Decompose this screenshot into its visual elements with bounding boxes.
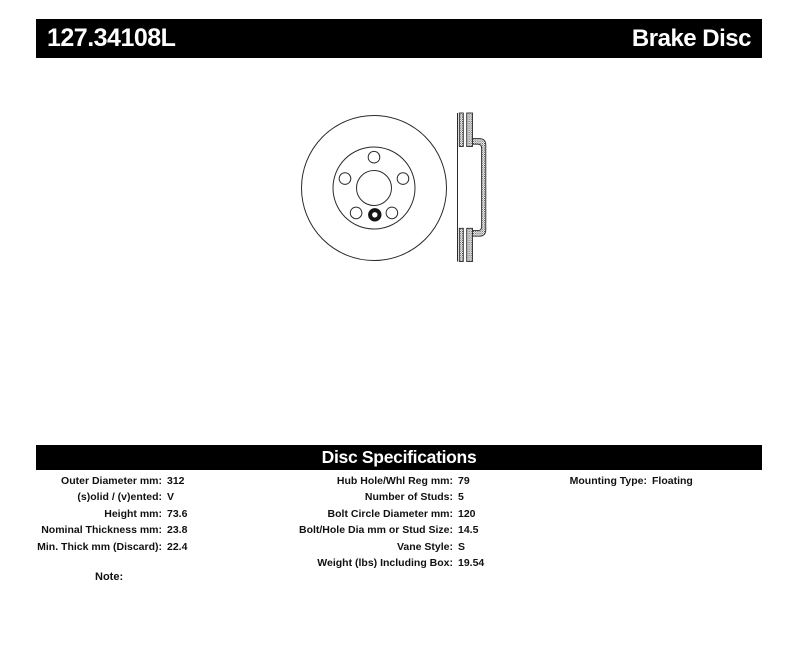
spec-label: (s)olid / (v)ented: — [77, 491, 162, 504]
product-name: Brake Disc — [631, 24, 751, 52]
spec-label: Vane Style: — [396, 540, 453, 553]
spec-label: Min. Thick mm (Discard): — [37, 540, 162, 553]
spec-label: Weight (lbs) Including Box: — [317, 556, 453, 569]
spec-value: 22.4 — [167, 540, 188, 553]
stud-hole — [350, 207, 362, 219]
spec-section-header — [36, 445, 762, 470]
stud-hole — [339, 173, 351, 185]
section-plate-bottom-inboard — [467, 228, 473, 261]
spec-value: 19.54 — [458, 556, 485, 569]
spec-value: 312 — [167, 475, 185, 487]
spec-value: 5 — [458, 491, 464, 504]
spec-label: Hub Hole/Whl Reg mm: — [336, 475, 453, 487]
hub-hole — [357, 171, 392, 206]
spec-column-right — [540, 473, 693, 489]
set-screw-hole — [370, 210, 379, 219]
spec-value: 120 — [458, 507, 476, 520]
note-label: Note: — [95, 571, 124, 583]
spec-value: S — [458, 540, 466, 553]
stud-hole — [397, 173, 409, 185]
spec-label: Bolt Circle Diameter mm: — [327, 507, 453, 520]
disc-outer-edge — [302, 116, 447, 261]
spec-value: 14.5 — [458, 524, 479, 537]
spec-label: Nominal Thickness mm: — [41, 524, 162, 537]
spec-value: V — [167, 491, 175, 504]
spec-value: Floating — [652, 475, 693, 487]
spec-column-middle — [270, 473, 484, 571]
section-plate-bottom-outboard — [459, 228, 463, 261]
section-plate-top-inboard — [467, 113, 473, 147]
part-number: 127.34108L — [47, 24, 176, 52]
spec-label: Number of Studs: — [364, 491, 453, 504]
spec-section-title: Disc Specifications — [321, 447, 477, 467]
spec-column-left — [20, 473, 187, 555]
spec-value: 73.6 — [167, 507, 188, 520]
spec-label: Mounting Type: — [569, 475, 647, 487]
stud-hole — [386, 207, 398, 219]
spec-label: Height mm: — [104, 507, 162, 520]
section-plate-top-outboard — [459, 113, 463, 147]
section-hat-profile — [473, 139, 486, 237]
spec-value: 79 — [458, 475, 470, 487]
brake-disc-cross-section-icon — [458, 113, 486, 262]
spec-value: 23.8 — [167, 524, 188, 537]
spec-label: Bolt/Hole Dia mm or Stud Size: — [298, 524, 453, 537]
brake-disc-front-view-icon — [302, 116, 447, 261]
spec-label: Outer Diameter mm: — [61, 475, 162, 487]
stud-hole — [368, 151, 380, 163]
